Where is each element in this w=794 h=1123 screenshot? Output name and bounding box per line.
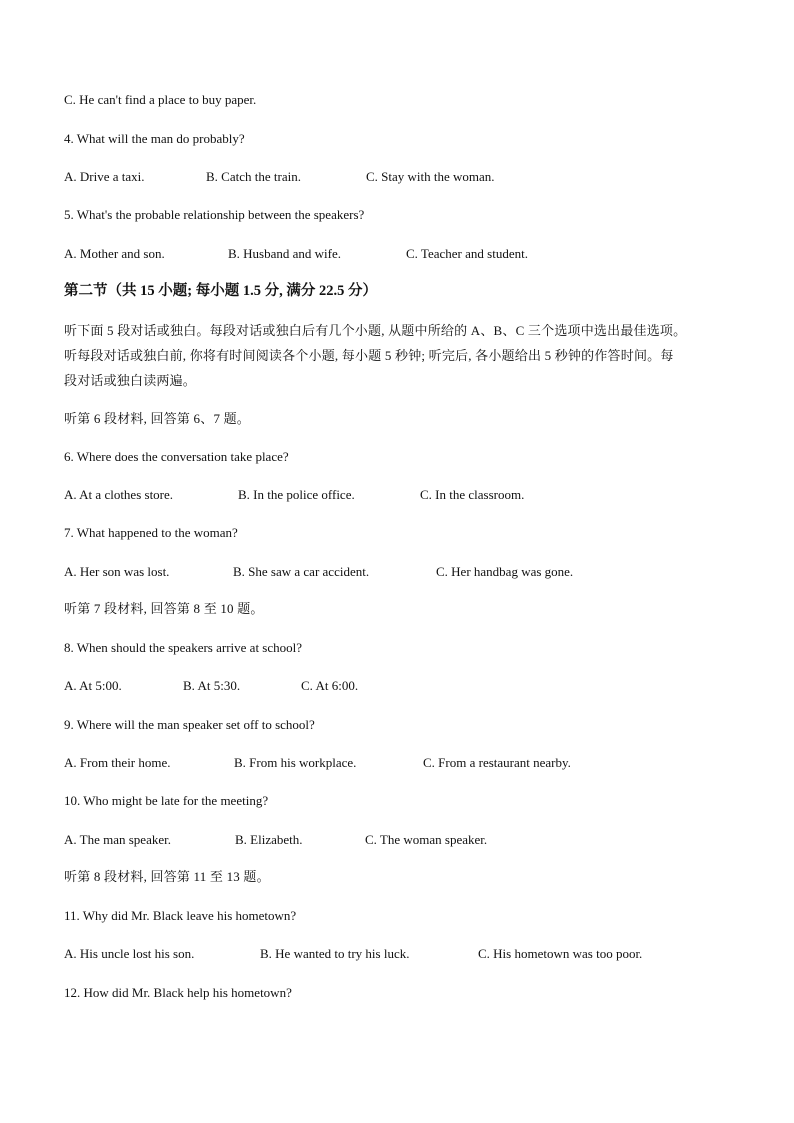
q10-option-c: C. The woman speaker. xyxy=(365,832,488,847)
question-9: 9. Where will the man speaker set off to school? xyxy=(64,717,315,732)
q4-option-b: B. Catch the train. xyxy=(206,169,301,184)
material-7-label: 听第 7 段材料, 回答第 8 至 10 题。 xyxy=(64,601,264,616)
q7-option-b: B. She saw a car accident. xyxy=(233,564,370,579)
question-8: 8. When should the speakers arrive at school? xyxy=(64,640,303,655)
q7-option-c: C. Her handbag was gone. xyxy=(436,564,574,579)
instructions-line-2: 听每段对话或独白前, 你将有时间阅读各个小题, 每小题 5 秒钟; 听完后, 各小题给出 5 秒钟的作答时间。每 xyxy=(64,348,674,363)
question-10: 10. Who might be late for the meeting? xyxy=(64,793,269,808)
question-5: 5. What's the probable relationship between the speakers? xyxy=(64,207,365,222)
q9-option-c: C. From a restaurant nearby. xyxy=(423,755,571,770)
instructions-line-1: 听下面 5 段对话或独白。每段对话或独白后有几个小题, 从题中所给的 A、B、C 三个选项中选出最佳选项。 xyxy=(64,323,687,338)
q5-option-c: C. Teacher and student. xyxy=(406,246,528,261)
material-8-label: 听第 8 段材料, 回答第 11 至 13 题。 xyxy=(64,869,270,884)
q6-option-a: A. At a clothes store. xyxy=(64,487,174,502)
question-7: 7. What happened to the woman? xyxy=(64,525,238,540)
q6-option-b: B. In the police office. xyxy=(238,487,355,502)
q6-option-c: C. In the classroom. xyxy=(420,487,525,502)
q9-option-b: B. From his workplace. xyxy=(234,755,357,770)
question-6: 6. Where does the conversation take place? xyxy=(64,449,289,464)
q5-option-b: B. Husband and wife. xyxy=(228,246,342,261)
question-12: 12. How did Mr. Black help his hometown? xyxy=(64,985,292,1000)
q10-option-b: B. Elizabeth. xyxy=(235,832,303,847)
question-11: 11. Why did Mr. Black leave his hometown? xyxy=(64,908,297,923)
q11-option-c: C. His hometown was too poor. xyxy=(478,946,643,961)
instructions-line-3: 段对话或独白读两遍。 xyxy=(64,373,197,388)
q4-option-c: C. Stay with the woman. xyxy=(366,169,495,184)
q11-option-b: B. He wanted to try his luck. xyxy=(260,946,410,961)
q8-option-c: C. At 6:00. xyxy=(301,678,359,693)
q3-option-c: C. He can't find a place to buy paper. xyxy=(64,92,257,107)
section-heading: 第二节（共 15 小题; 每小题 1.5 分, 满分 22.5 分） xyxy=(64,283,377,299)
q10-option-a: A. The man speaker. xyxy=(64,832,171,847)
q5-option-a: A. Mother and son. xyxy=(64,246,165,261)
section-instructions xyxy=(64,318,734,393)
question-4: 4. What will the man do probably? xyxy=(64,131,245,146)
q8-option-b: B. At 5:30. xyxy=(183,678,241,693)
q4-option-a: A. Drive a taxi. xyxy=(64,169,145,184)
material-6-label: 听第 6 段材料, 回答第 6、7 题。 xyxy=(64,411,251,426)
q7-option-a: A. Her son was lost. xyxy=(64,564,170,579)
q9-option-a: A. From their home. xyxy=(64,755,171,770)
q11-option-a: A. His uncle lost his son. xyxy=(64,946,195,961)
q8-option-a: A. At 5:00. xyxy=(64,678,122,693)
